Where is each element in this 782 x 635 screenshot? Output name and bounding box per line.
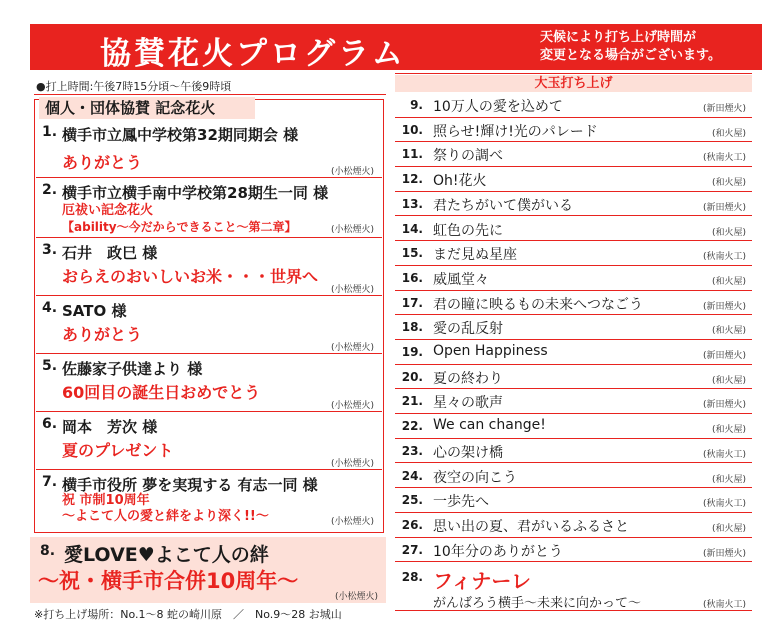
program-title: 心の架け橋 — [433, 444, 503, 461]
item-number: 8. — [40, 543, 56, 559]
item-number: 24. — [401, 468, 423, 483]
maker-label: (新田煙火) — [702, 301, 746, 312]
maker-label: (和火屋) — [711, 375, 746, 386]
item-number: 6. — [42, 416, 58, 432]
sponsor-name: SATO 様 — [62, 302, 127, 320]
sponsor-item-7 — [36, 470, 382, 532]
weather-notice — [540, 29, 760, 65]
maker-label: (和火屋) — [711, 178, 746, 189]
item-number: 14. — [401, 221, 423, 236]
program-title: 星々の歌声 — [433, 395, 503, 412]
big-shell-row — [395, 291, 752, 316]
divider — [395, 73, 752, 74]
big-shell-row — [395, 217, 752, 242]
program-title: 君たちがいて僕がいる — [433, 197, 573, 214]
sponsor-name: 横手市立横手南中学校第28期生一同 様 — [62, 184, 329, 202]
big-shell-row — [395, 93, 752, 118]
item-number: 21. — [401, 394, 423, 409]
maker-label: (秋南火工) — [702, 153, 746, 164]
item-number: 9. — [410, 98, 423, 112]
maker-label: (小松煙火) — [330, 401, 374, 411]
item-number: 4. — [42, 300, 58, 316]
item-number: 5. — [42, 358, 58, 374]
big-shell-row — [395, 439, 752, 464]
item-number: 16. — [401, 270, 423, 285]
weather-notice-line1: 天候により打ち上げ時間が — [540, 30, 697, 45]
program-title: 夜空の向こう — [433, 469, 517, 486]
maker-label: (小松煙火) — [330, 517, 374, 527]
big-shells-header: 大玉打ち上げ — [395, 75, 752, 92]
item-number: 27. — [401, 542, 423, 557]
program-title: 虹色の先に — [433, 222, 503, 239]
big-shell-row — [395, 365, 752, 390]
maker-label: (和火屋) — [711, 474, 746, 485]
maker-label: (和火屋) — [711, 425, 746, 436]
program-title: We can change! — [433, 417, 546, 434]
sponsor-message: 夏のプレゼント — [62, 441, 174, 460]
sponsor-item-2 — [36, 178, 382, 238]
big-shell-row — [395, 464, 752, 489]
sponsor-message-line2: 〜よこて人の愛と絆をより深く!!〜 — [62, 509, 269, 524]
maker-label: (新田煙火) — [702, 104, 746, 114]
item-number: 26. — [401, 517, 423, 532]
program-title: 夏の終わり — [433, 370, 503, 387]
big-shell-row — [395, 414, 752, 439]
maker-label: (和火屋) — [711, 326, 746, 337]
program-title: 君の瞳に映るもの未来へつなごう — [433, 296, 643, 313]
program-title: まだ見ぬ星座 — [433, 247, 517, 264]
page-title: 協賛花火プログラム — [100, 36, 406, 72]
program-title: Open Happiness — [433, 343, 548, 359]
maker-label: (新田煙火) — [702, 400, 746, 411]
item-number: 19. — [401, 345, 423, 359]
sponsor-item-4 — [36, 296, 382, 354]
program-title: 照らせ!輝け!光のパレード — [433, 123, 598, 140]
item-number: 20. — [401, 369, 423, 384]
sponsor-message-line1: 祝 市制10周年 — [62, 493, 150, 508]
sponsor-item-1 — [36, 120, 382, 178]
program-title: 思い出の夏、君がいるふるさと — [433, 518, 629, 535]
sponsor-message: 60回目の誕生日おめでとう — [62, 383, 261, 402]
item-number: 28. — [401, 570, 423, 584]
program-title: Oh!花火 — [433, 173, 487, 190]
program-title: 祭りの調べ — [433, 148, 503, 165]
maker-label: (小松煙火) — [330, 285, 374, 295]
finale-item — [395, 567, 752, 611]
sponsor-item-8 — [30, 537, 386, 603]
sponsored-section-label: 個人・団体協賛 記念花火 — [39, 97, 255, 119]
big-shell-row — [395, 538, 752, 563]
big-shell-row — [395, 389, 752, 414]
maker-label: (小松煙火) — [330, 459, 374, 469]
maker-label: (新田煙火) — [702, 351, 746, 361]
item-number: 11. — [401, 147, 423, 162]
divider — [34, 94, 386, 95]
maker-label: (小松煙火) — [330, 167, 374, 177]
program-title: 愛の乱反射 — [433, 321, 503, 338]
item-number: 13. — [401, 196, 423, 211]
item-number: 15. — [401, 246, 423, 261]
item-number: 3. — [42, 242, 58, 258]
item-number: 7. — [42, 474, 58, 490]
big-shell-row — [395, 488, 752, 513]
sponsor-name: 佐藤家子供達より 様 — [62, 360, 203, 378]
maker-label: (新田煙火) — [702, 548, 746, 559]
sponsor-name: 石井 政巳 様 — [62, 244, 158, 262]
item-number: 25. — [401, 493, 423, 508]
sponsor-name: 横手市立鳳中学校第32期同期会 様 — [62, 126, 299, 144]
sponsor-message: ありがとう — [62, 153, 143, 172]
maker-label: (新田煙火) — [702, 202, 746, 213]
big-shell-row — [395, 192, 752, 217]
item-number: 17. — [401, 295, 423, 310]
big-shell-row — [395, 167, 752, 192]
sponsor-message: おらえのおいしいお米・・・世界へ — [62, 267, 319, 286]
big-shell-row — [395, 340, 752, 365]
maker-label: (秋南火工) — [702, 499, 746, 510]
program-title: 10万人の愛を込めて — [433, 99, 563, 115]
maker-label: (小松煙火) — [330, 225, 374, 235]
maker-label: (和火屋) — [711, 227, 746, 238]
big-shell-row — [395, 142, 752, 167]
item8-subtitle: 〜祝・横手市合併10周年〜 — [38, 569, 299, 593]
sponsor-name: 横手市役所 夢を実現する 有志一同 様 — [62, 476, 318, 494]
sponsor-item-3 — [36, 238, 382, 296]
maker-label: (小松煙火) — [330, 343, 374, 353]
maker-label: (和火屋) — [711, 128, 746, 139]
weather-notice-line2: 変更となる場合がございます。 — [540, 48, 721, 63]
item-number: 12. — [401, 172, 423, 187]
item-number: 1. — [42, 124, 58, 140]
sponsor-message-line2: 【ability〜今だからできること〜第二章】 — [62, 220, 297, 234]
finale-title: フィナーレ — [433, 569, 531, 593]
program-title: 一歩先へ — [433, 494, 489, 511]
sponsor-name: 岡本 芳次 様 — [62, 418, 158, 436]
sponsor-item-5 — [36, 354, 382, 412]
launch-location-note: ※打ち上げ場所：No.1〜8 蛇の崎川原 ／ No.9〜28 お城山 — [34, 608, 342, 621]
big-shell-row — [395, 513, 752, 538]
item-number: 2. — [42, 182, 58, 198]
big-shell-row — [395, 266, 752, 291]
maker-label: (和火屋) — [711, 523, 746, 534]
sponsor-item-6 — [36, 412, 382, 470]
maker-label: (秋南火工) — [702, 252, 746, 263]
maker-label: (小松煙火) — [334, 592, 378, 602]
header-banner — [30, 24, 762, 70]
item-number: 22. — [401, 419, 423, 434]
big-shell-row — [395, 315, 752, 340]
big-shell-row — [395, 118, 752, 143]
sponsor-message-line1: 厄祓い記念花火 — [62, 203, 154, 218]
item-number: 23. — [401, 443, 423, 458]
item-number: 10. — [401, 122, 423, 137]
item-number: 18. — [401, 320, 423, 335]
maker-label: (秋南火工) — [702, 600, 746, 610]
launch-time: ●打上時間:午後7時15分頃〜午後9時頃 — [36, 80, 232, 93]
program-title: 威風堂々 — [433, 271, 489, 288]
sponsor-message: ありがとう — [62, 325, 143, 344]
maker-label: (秋南火工) — [702, 449, 746, 460]
item8-title: 愛LOVE♥よこて人の絆 — [64, 544, 269, 566]
maker-label: (和火屋) — [711, 276, 746, 287]
finale-subtitle: がんばろう横手〜未来に向かって〜 — [433, 596, 642, 611]
big-shell-row — [395, 241, 752, 266]
program-title: 10年分のありがとう — [433, 543, 563, 560]
